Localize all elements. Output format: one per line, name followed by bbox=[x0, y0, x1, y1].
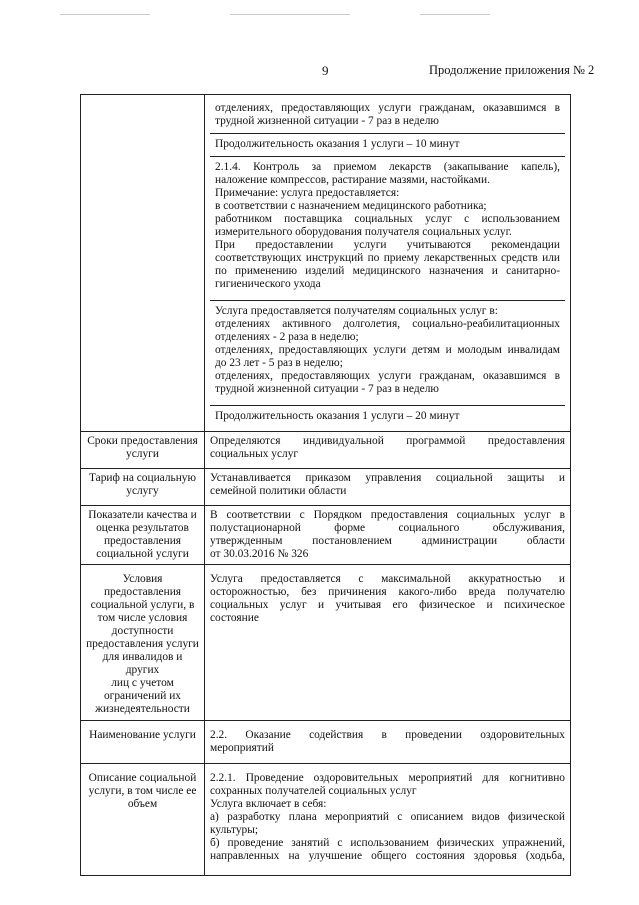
duration-block: Продолжительность оказания 1 услуги – 10 минут bbox=[210, 134, 565, 157]
row-label: Описание социальной услуги, в том числе ее объем bbox=[81, 764, 205, 876]
row-content: Устанавливается приказом управления социальной защиты и семейной политики области bbox=[205, 469, 571, 506]
duration-block: Продолжительность оказания 1 услуги – 20 минут bbox=[215, 410, 460, 422]
table-row bbox=[81, 95, 571, 432]
page-number: 9 bbox=[322, 63, 329, 78]
row-content: 2.2.1. Проведение оздоровительных мероприятий для когнитивно сохранных получателей социальных услуг Услуга включает в себя: а) разработку плана мероприятий с описанием видов физической культуры; б) проведение занятий с использованием физических упражнений, направленных на улучшение общего состояния здоровья (ходьба, bbox=[205, 764, 571, 876]
row-label: Наименование услуги bbox=[81, 721, 205, 764]
row-content: Определяются индивидуальной программой предоставления социальных услуг bbox=[205, 432, 571, 469]
row-label: Показатели качества и оценка результатов предоставления социальной услуги bbox=[81, 506, 205, 565]
row-content: В соответствии с Порядком предоставления социальных услуг в полустационарной форме социального обслуживания, утвержденным постановлением администрации области от 30.03.2016 № 326 bbox=[205, 506, 571, 565]
appendix-continuation: Продолжение приложения № 2 bbox=[429, 63, 595, 77]
frequency-block: Услуга предоставляется получателям социальных услуг в: отделениях активного долголетия, социально-реабилитационных отделениях - 2 раза в неделю; отделениях, предоставляющих услуги детям и молодым инвалидам до 23 лет - 5 раз в неделю; отделениях, предоставляющих услуги гражданам, оказавшимся в трудной жизненной ситуации - 7 раз в неделю bbox=[210, 301, 565, 406]
table-row bbox=[81, 432, 571, 469]
table-row bbox=[81, 469, 571, 506]
frequency-block: отделениях, предоставляющих услуги гражданам, оказавшимся в трудной жизненной ситуации - 7 раз в неделю bbox=[210, 98, 565, 134]
table-row bbox=[81, 565, 571, 721]
row-content bbox=[205, 95, 571, 432]
table-row bbox=[81, 506, 571, 565]
table-row bbox=[81, 721, 571, 764]
scan-artifact bbox=[230, 14, 350, 15]
row-label: Условия предоставления социальной услуги, в том числе условия доступности предоставления услуги для инвалидов и других лиц с учетом ограничений их жизнедеятельности bbox=[81, 565, 205, 721]
table-row bbox=[81, 764, 571, 876]
service-description-block: 2.1.4. Контроль за приемом лекарств (закапывание капель), наложение компрессов, растирание мазями, настойками. Примечание: услуга предоставляется: в соответствии с назначением медицинского работника; работником поставщика социальных услуг с использованием измерительного оборудования получателя социальных услуг. При предоставлении услуги учитываются рекомендации соответствующих инструкций по приему лекарственных средств или по применению изделий медицинского назначения и санитарно- гигиенического ухода bbox=[210, 157, 565, 301]
service-table bbox=[80, 94, 571, 876]
scan-artifact bbox=[60, 14, 150, 15]
scan-artifact bbox=[420, 14, 490, 15]
row-label: Тариф на социальную услугу bbox=[81, 469, 205, 506]
row-label: Сроки предоставления услуги bbox=[81, 432, 205, 469]
row-label-empty bbox=[81, 95, 205, 432]
row-content: 2.2. Оказание содействия в проведении оздоровительных мероприятий bbox=[205, 721, 571, 764]
row-content: Услуга предоставляется с максимальной аккуратностью и осторожностью, без причинения какого-либо вреда получателю социальных услуг и учитывая его физическое и психическое состояние bbox=[205, 565, 571, 721]
